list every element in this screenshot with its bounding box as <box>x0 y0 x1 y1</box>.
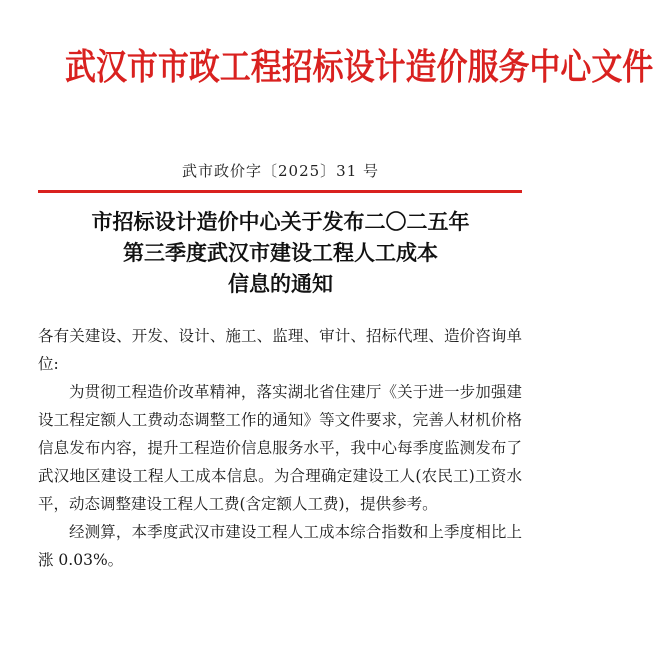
red-divider-line <box>38 190 522 193</box>
title-line-3: 信息的通知 <box>228 271 333 296</box>
body-paragraph-1: 为贯彻工程造价改革精神，落实湖北省住建厅《关于进一步加强建设工程定额人工费动态调整工作的通知》等文件要求，完善人材机价格信息发布内容，提升工程造价信息服务水平，我中心每季度监测发布了武汉地区建设工程人工成本信息。为合理确定建设工人(农民工)工资水平，动态调整建设工程人工费(含定额人工费)，提供参考。 <box>38 383 522 513</box>
document-number: 武市政价字〔2025〕31 号 <box>181 162 380 180</box>
title-line-2: 第三季度武汉市建设工程人工成本 <box>123 240 438 265</box>
body-paragraph-2: 经测算，本季度武汉市建设工程人工成本综合指数和上季度相比上涨 0.03%。 <box>38 523 522 569</box>
masthead-title: 武汉市市政工程招标设计造价服务中心文件 <box>65 47 653 88</box>
salutation: 各有关建设、开发、设计、施工、监理、审计、招标代理、造价咨询单位: <box>38 327 522 373</box>
notice-body <box>38 322 522 574</box>
notice-title <box>40 206 521 299</box>
title-line-1: 市招标设计造价中心关于发布二〇二五年 <box>91 209 470 234</box>
